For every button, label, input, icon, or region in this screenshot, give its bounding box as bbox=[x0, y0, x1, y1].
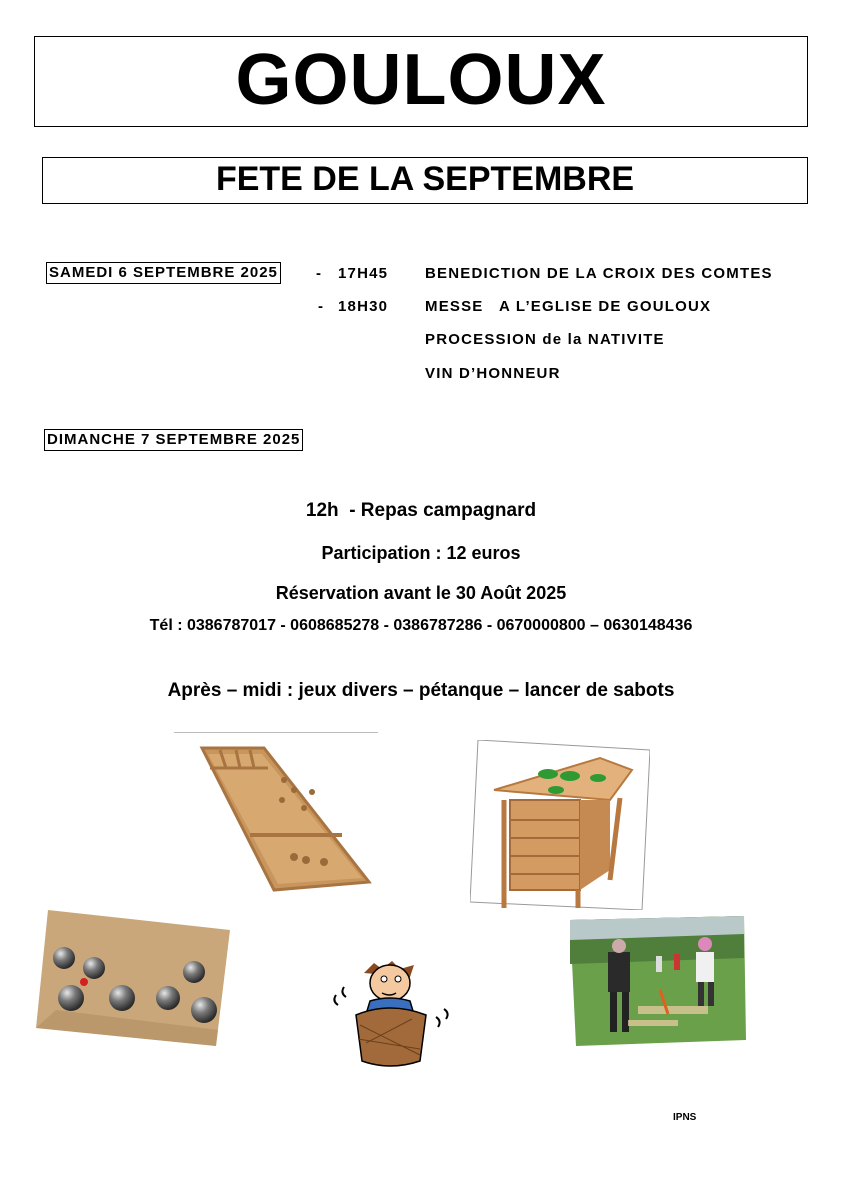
schedule-item-1: BENEDICTION DE LA CROIX DES COMTES bbox=[425, 265, 773, 282]
sunday-label: DIMANCHE 7 SEPTEMBRE 2025 bbox=[44, 429, 303, 451]
page-subtitle: FETE DE LA SEPTEMBRE bbox=[215, 160, 635, 198]
price-line: Participation : 12 euros bbox=[321, 543, 521, 563]
schedule-time-2: 18H30 bbox=[338, 298, 389, 315]
sack-race-image bbox=[326, 955, 456, 1073]
reservation-line: Réservation avant le 30 Août 2025 bbox=[275, 583, 567, 603]
schedule-item-3: PROCESSION de la NATIVITE bbox=[425, 331, 665, 348]
outdoor-games-image bbox=[568, 916, 748, 1048]
game-table-image bbox=[470, 740, 650, 910]
page-title: GOULOUX bbox=[235, 40, 607, 120]
saturday-label: SAMEDI 6 SEPTEMBRE 2025 bbox=[46, 262, 281, 284]
phones-line: Tél : 0386787017 - 0608685278 - 0386787286 - 0670000800 – 0630148436 bbox=[149, 617, 693, 634]
afternoon-line: Après – midi : jeux divers – pétanque – lancer de sabots bbox=[167, 680, 675, 701]
board-game-image bbox=[174, 732, 378, 902]
schedule-dash-1: - bbox=[316, 265, 323, 282]
schedule-time-1: 17H45 bbox=[338, 265, 389, 282]
petanque-image bbox=[36, 910, 232, 1048]
schedule-item-4: VIN D’HONNEUR bbox=[425, 365, 561, 382]
schedule-dash-2: - bbox=[318, 298, 325, 315]
meal-line: 12h - Repas campagnard bbox=[305, 500, 537, 521]
ipns-label: IPNS bbox=[673, 1112, 697, 1123]
schedule-item-2: MESSE A L’EGLISE DE GOULOUX bbox=[425, 298, 712, 315]
